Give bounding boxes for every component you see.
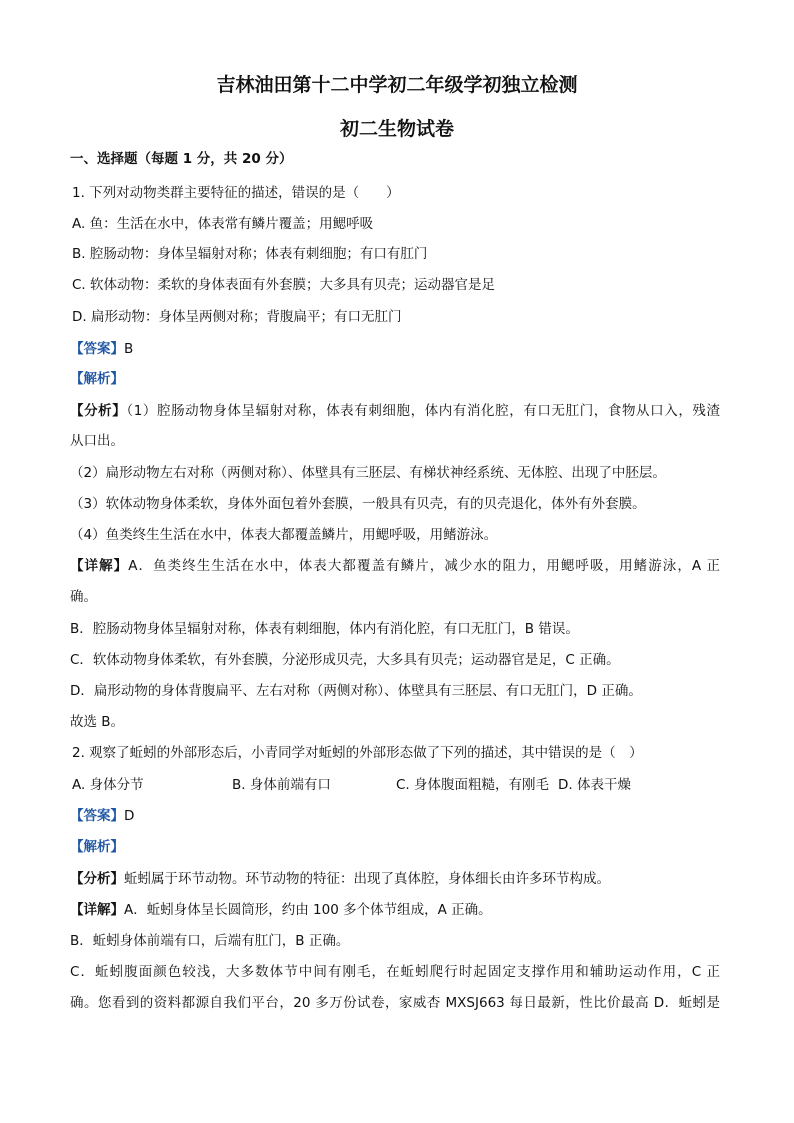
q1-fenxi-2: （2）扁形动物左右对称（两侧对称）、体壁具有三胚层、有梯状神经系统、无体腔、出现了中胚层。: [70, 465, 666, 481]
q2-xj-a: A．蚯蚓身体呈长圆筒形，约由 100 多个体节组成，A 正确。: [124, 902, 492, 918]
q1-fenxi-4: （4）鱼类终生生活在水中，体表大都覆盖鳞片，用鳃呼吸，用鳍游泳。: [70, 527, 498, 543]
analysis-tag: 【解析】: [70, 839, 124, 855]
q2-option-c: C. 身体腹面粗糙，有刚毛: [396, 777, 550, 793]
q1-option-d: D. 扁形动物：身体呈两侧对称；背腹扁平；有口无肛门: [72, 309, 402, 325]
page-title: 吉林油田第十二中学初二年级学初独立检测: [216, 74, 578, 96]
q1-conclusion: 故选 B。: [70, 714, 125, 730]
q1-xj-a2: 确。: [70, 589, 97, 605]
q1-xj-a1: A．鱼类终生生活在水中，体表大都覆盖有鳞片，减少水的阻力，用鳃呼吸，用鳍游泳，A 正: [128, 558, 720, 574]
q1-answer-value: B: [124, 341, 134, 357]
q2-option-b: B. 身体前端有口: [232, 777, 331, 793]
q1-fenxi-3: （3）软体动物身体柔软，身体外面包着外套膜，一般具有贝壳，有的贝壳退化，体外有外套膜。: [70, 496, 646, 512]
q2-xj-b: B．蚯蚓身体前端有口，后端有肛门，B 正确。: [70, 933, 350, 949]
q2-xiangjie-row: [70, 901, 730, 919]
q1-fenxi-1a: （1）腔肠动物身体呈辐射对称，体表有刺细胞，体内有消化腔，有口无肛门，食物从口入，残渣: [126, 403, 721, 419]
xiangjie-tag: 【详解】: [70, 558, 129, 574]
fenxi-tag: 【分析】: [70, 403, 127, 419]
q2-option-a: A. 身体分节: [72, 777, 144, 793]
q1-answer-row: [70, 340, 730, 358]
section-heading: 一、选择题（每题 1 分，共 20 分）: [70, 151, 293, 167]
q2-xj-c2: 确。您看到的资料都源自我们平台，20 多万份试卷，家威杏 MXSJ663 每日最新，性比价最高 D．蚯蚓是: [70, 995, 720, 1011]
fenxi-tag: 【分析】: [70, 871, 124, 887]
answer-tag: 【答案】: [70, 341, 124, 357]
q1-option-a: A. 鱼：生活在水中，体表常有鳞片覆盖；用鳃呼吸: [72, 216, 374, 232]
q2-answer-value: D: [124, 808, 135, 824]
q1-fenxi-line1: [70, 402, 720, 420]
q1-fenxi-1b: 从口出。: [70, 433, 124, 449]
q2-option-d: D. 体表干燥: [558, 777, 631, 793]
q1-xiangjie-line1: [70, 557, 720, 575]
q1-xj-b: B．腔肠动物身体呈辐射对称，体表有刺细胞，体内有消化腔，有口无肛门，B 错误。: [70, 621, 579, 637]
q2-fenxi: 蚯蚓属于环节动物。环节动物的特征：出现了真体腔，身体细长由许多环节构成。: [124, 871, 610, 887]
xiangjie-tag: 【详解】: [70, 902, 124, 918]
q1-xj-d: D．扁形动物的身体背腹扁平、左右对称（两侧对称）、体壁具有三胚层、有口无肛门，D 正确。: [70, 683, 642, 699]
q1-stem: 1. 下列对动物类群主要特征的描述，错误的是（ ）: [72, 185, 400, 201]
q1-option-b: B. 腔肠动物：身体呈辐射对称；体表有刺细胞；有口有肛门: [72, 246, 428, 262]
analysis-tag: 【解析】: [70, 371, 124, 387]
q2-fenxi-row: [70, 870, 730, 888]
q2-xj-c1: C．蚯蚓腹面颜色较浅，大多数体节中间有刚毛，在蚯蚓爬行时起固定支撑作用和辅助运动作用，C 正: [70, 964, 720, 980]
q1-xj-c: C．软体动物身体柔软，有外套膜，分泌形成贝壳，大多具有贝壳；运动器官是足，C 正确。: [70, 652, 620, 668]
q1-option-c: C. 软体动物：柔软的身体表面有外套膜；大多具有贝壳；运动器官是足: [72, 277, 496, 293]
q2-analysis-row: [70, 838, 730, 856]
page-subtitle: 初二生物试卷: [339, 118, 454, 140]
answer-tag: 【答案】: [70, 808, 124, 824]
q2-stem: 2. 观察了蚯蚓的外部形态后，小青同学对蚯蚓的外部形态做了下列的描述，其中错误的是（ ）: [72, 745, 643, 761]
q2-answer-row: [70, 807, 730, 825]
q1-analysis-row: [70, 370, 730, 388]
